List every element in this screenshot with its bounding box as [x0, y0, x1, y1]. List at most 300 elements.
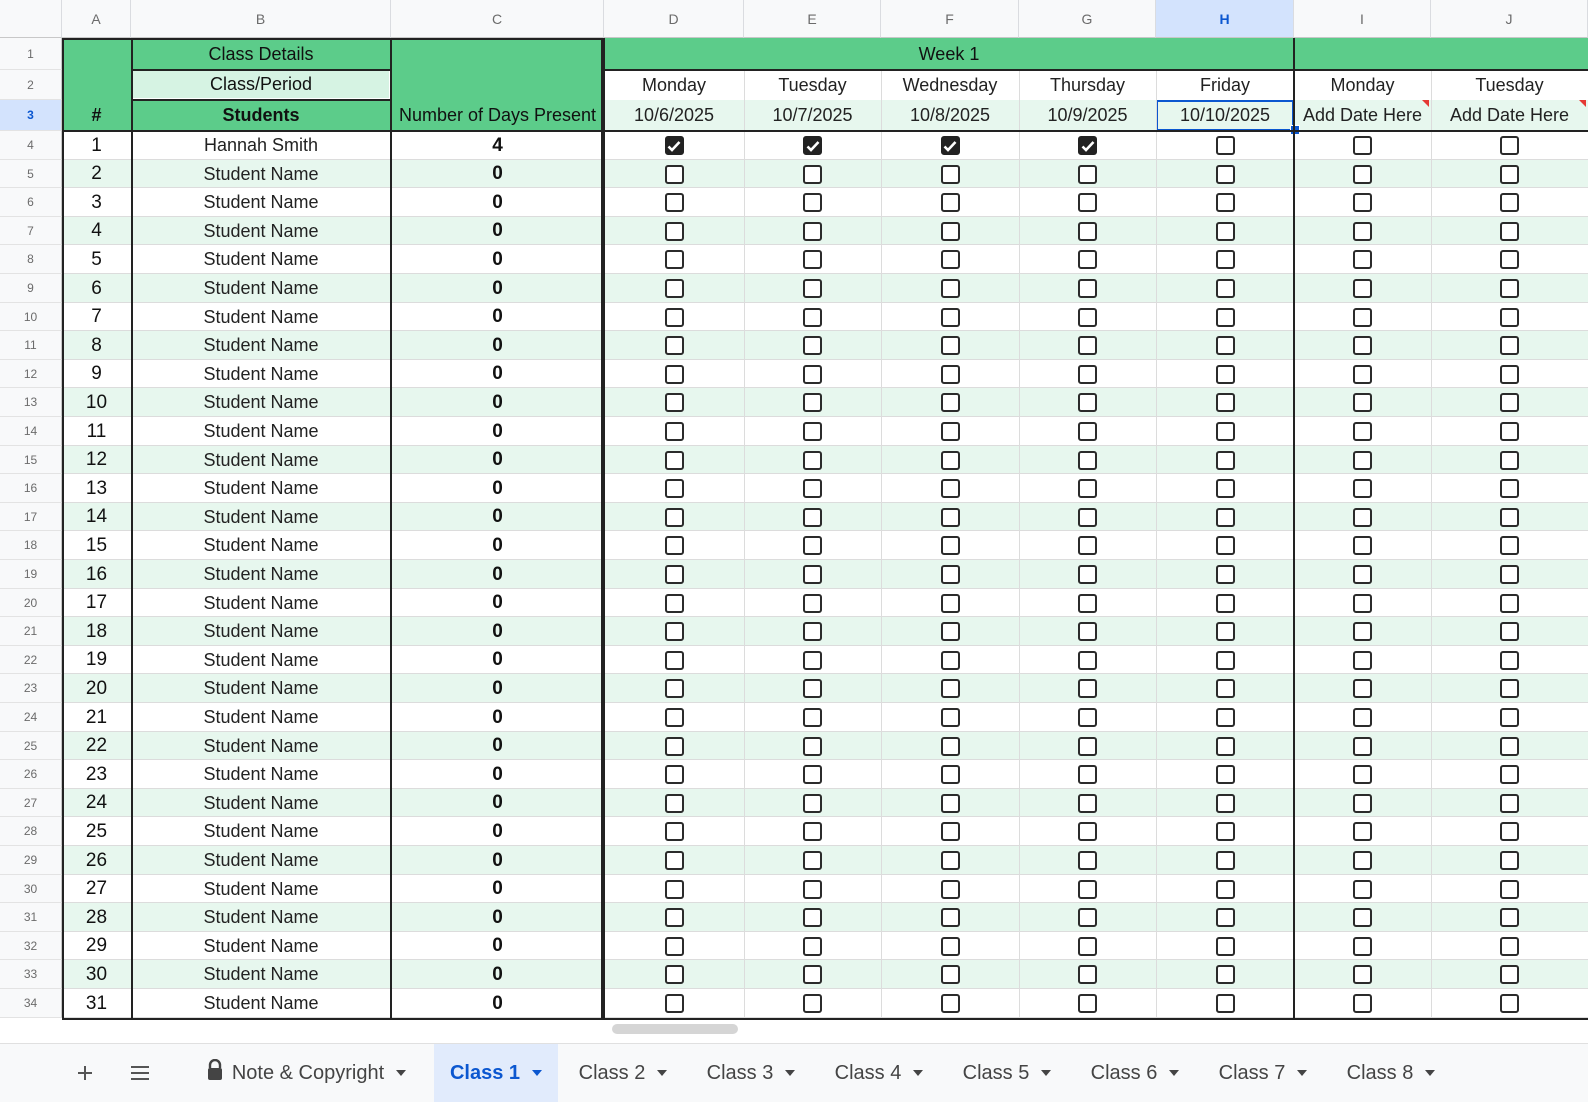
checkbox[interactable] [665, 737, 684, 756]
checkbox[interactable] [1500, 451, 1519, 470]
date-cell[interactable]: 10/7/2025 [744, 100, 881, 131]
sheet-tab[interactable] [1328, 1044, 1454, 1102]
checkbox[interactable] [1353, 222, 1372, 241]
checkbox[interactable] [1500, 422, 1519, 441]
column-header-h[interactable]: H [1156, 0, 1294, 38]
checkbox[interactable] [1078, 250, 1097, 269]
checkbox[interactable] [1216, 708, 1235, 727]
checkbox[interactable] [1078, 165, 1097, 184]
checkbox[interactable] [1353, 308, 1372, 327]
student-number[interactable]: 18 [62, 617, 131, 646]
checkbox[interactable] [941, 393, 960, 412]
student-number[interactable]: 14 [62, 503, 131, 531]
checkbox[interactable] [1353, 536, 1372, 555]
student-name-cell[interactable]: Student Name [203, 421, 319, 441]
column-header-b[interactable]: B [131, 0, 391, 38]
student-name-cell[interactable]: Student Name [203, 878, 319, 899]
checkbox[interactable] [803, 908, 822, 927]
row-header[interactable]: 12 [0, 360, 62, 388]
checkbox[interactable] [1216, 422, 1235, 441]
checkbox[interactable] [1078, 479, 1097, 498]
checkbox[interactable] [1353, 136, 1372, 155]
student-number[interactable]: 6 [62, 274, 131, 303]
checkbox[interactable] [941, 365, 960, 384]
checkbox[interactable] [1353, 651, 1372, 670]
checkbox[interactable] [941, 794, 960, 813]
checkbox[interactable] [941, 594, 960, 613]
student-number[interactable]: 8 [62, 331, 131, 360]
checkbox[interactable] [1500, 336, 1519, 355]
checkbox[interactable] [665, 679, 684, 698]
checkbox[interactable] [1216, 794, 1235, 813]
student-name-cell[interactable]: Student Name [203, 249, 319, 269]
row-header[interactable]: 4 [0, 131, 62, 160]
row-header[interactable]: 30 [0, 875, 62, 903]
student-name-cell[interactable]: Student Name [131, 274, 391, 303]
student-number[interactable]: 30 [62, 960, 131, 989]
checkbox[interactable] [1353, 994, 1372, 1013]
checkbox[interactable] [803, 937, 822, 956]
horizontal-scrollbar-thumb[interactable] [612, 1024, 738, 1034]
checkbox[interactable] [1500, 908, 1519, 927]
checkbox[interactable] [665, 165, 684, 184]
tab-dropdown-icon[interactable] [1425, 1070, 1435, 1076]
checkbox[interactable] [665, 851, 684, 870]
checkbox[interactable] [1216, 651, 1235, 670]
class-period-input[interactable]: Class/Period [133, 71, 389, 98]
checkbox[interactable] [1353, 737, 1372, 756]
checkbox[interactable] [1500, 165, 1519, 184]
column-header-f[interactable]: F [881, 0, 1019, 38]
tab-dropdown-icon[interactable] [1041, 1070, 1051, 1076]
checkbox[interactable] [1500, 765, 1519, 784]
checkbox[interactable] [803, 651, 822, 670]
student-number[interactable]: 26 [62, 846, 131, 875]
checkbox[interactable] [941, 937, 960, 956]
row-header[interactable]: 34 [0, 989, 62, 1018]
checkbox[interactable] [1078, 365, 1097, 384]
student-number[interactable]: 23 [85, 763, 108, 785]
row-header[interactable]: 7 [0, 217, 62, 245]
checkbox[interactable] [941, 651, 960, 670]
checkbox[interactable] [1078, 765, 1097, 784]
checkbox[interactable] [665, 565, 684, 584]
select-all-corner[interactable] [0, 0, 62, 38]
checkbox[interactable] [803, 536, 822, 555]
checkbox[interactable] [1216, 937, 1235, 956]
checkbox[interactable] [941, 822, 960, 841]
checkbox[interactable] [803, 279, 822, 298]
sheet-tab[interactable] [560, 1044, 686, 1102]
student-number[interactable]: 17 [85, 592, 108, 613]
tab-dropdown-icon[interactable] [913, 1070, 923, 1076]
checkbox[interactable] [665, 336, 684, 355]
checkbox[interactable] [803, 451, 822, 470]
checkbox[interactable] [941, 708, 960, 727]
checkbox[interactable] [1078, 679, 1097, 698]
checkbox[interactable] [1500, 708, 1519, 727]
checkbox[interactable] [665, 794, 684, 813]
row-header[interactable]: 18 [0, 531, 62, 560]
student-name-cell[interactable]: Student Name [131, 732, 391, 760]
checkbox[interactable] [1216, 851, 1235, 870]
checkbox[interactable] [1078, 422, 1097, 441]
student-name-cell[interactable]: Student Name [203, 764, 319, 784]
column-header-d[interactable]: D [604, 0, 744, 38]
column-header-e[interactable]: E [744, 0, 881, 38]
checkbox[interactable] [1353, 451, 1372, 470]
date-cell[interactable]: 10/6/2025 [604, 100, 744, 131]
checkbox[interactable] [803, 393, 822, 412]
checkbox[interactable] [1078, 708, 1097, 727]
checkbox[interactable] [1353, 679, 1372, 698]
checkbox[interactable] [665, 880, 684, 899]
checkbox[interactable] [1353, 250, 1372, 269]
checkbox[interactable] [665, 308, 684, 327]
checkbox[interactable] [665, 508, 684, 527]
row-header[interactable]: 15 [0, 446, 62, 474]
row-header[interactable]: 31 [0, 903, 62, 932]
student-name-cell[interactable]: Hannah Smith [203, 135, 319, 155]
row-header[interactable]: 22 [0, 646, 62, 674]
tab-dropdown-icon[interactable] [396, 1070, 406, 1076]
checkbox[interactable] [665, 193, 684, 212]
checkbox[interactable] [1078, 222, 1097, 241]
column-header-a[interactable]: A [62, 0, 131, 38]
checkbox[interactable] [665, 279, 684, 298]
checkbox[interactable] [803, 594, 822, 613]
checkbox[interactable] [1500, 965, 1519, 984]
checkbox[interactable] [1216, 250, 1235, 269]
checkbox[interactable] [941, 994, 960, 1013]
checkbox[interactable] [803, 737, 822, 756]
checkbox[interactable] [1353, 965, 1372, 984]
checkbox[interactable] [665, 908, 684, 927]
checkbox[interactable] [1078, 594, 1097, 613]
checkbox[interactable] [941, 765, 960, 784]
row-header[interactable]: 1 [0, 38, 62, 70]
checkbox[interactable] [803, 965, 822, 984]
student-name-cell[interactable]: Student Name [131, 846, 391, 875]
student-number[interactable]: 24 [62, 789, 131, 817]
checkbox[interactable] [1500, 536, 1519, 555]
checkbox[interactable] [665, 651, 684, 670]
checkbox[interactable] [1353, 708, 1372, 727]
row-header[interactable]: 14 [0, 417, 62, 446]
checkbox[interactable] [1078, 508, 1097, 527]
checkbox[interactable] [665, 937, 684, 956]
checkbox[interactable] [1216, 965, 1235, 984]
checkbox[interactable] [803, 422, 822, 441]
checkbox[interactable] [941, 451, 960, 470]
checkbox[interactable] [1216, 565, 1235, 584]
checkbox[interactable] [1500, 508, 1519, 527]
row-header[interactable]: 27 [0, 789, 62, 817]
student-number[interactable]: 28 [62, 903, 131, 932]
checkbox[interactable] [1216, 737, 1235, 756]
checkbox[interactable] [1353, 479, 1372, 498]
comment-indicator[interactable] [1579, 100, 1586, 107]
checkbox[interactable] [1078, 880, 1097, 899]
student-name-cell[interactable]: Student Name [203, 592, 319, 613]
tab-dropdown-icon[interactable] [785, 1070, 795, 1076]
checkbox[interactable] [941, 193, 960, 212]
row-header[interactable]: 32 [0, 932, 62, 960]
checkbox[interactable] [1353, 908, 1372, 927]
checkbox[interactable] [1078, 308, 1097, 327]
student-number[interactable]: 10 [62, 388, 131, 417]
checkbox[interactable] [1216, 279, 1235, 298]
student-number[interactable]: 19 [85, 649, 108, 670]
checkbox[interactable] [803, 165, 822, 184]
checkbox[interactable] [1216, 222, 1235, 241]
checkbox[interactable] [803, 622, 822, 641]
checkbox[interactable] [665, 765, 684, 784]
checkbox[interactable] [1078, 851, 1097, 870]
checkbox[interactable] [1500, 479, 1519, 498]
student-number[interactable]: 20 [62, 674, 131, 703]
checkbox[interactable] [1500, 880, 1519, 899]
column-header-j[interactable]: J [1431, 0, 1588, 38]
checkbox[interactable] [1078, 822, 1097, 841]
student-name-cell[interactable]: Student Name [203, 363, 319, 384]
checkbox[interactable] [665, 479, 684, 498]
checkbox[interactable] [1078, 536, 1097, 555]
checkbox[interactable] [1500, 250, 1519, 269]
checkbox[interactable] [941, 908, 960, 927]
student-number[interactable]: 5 [91, 248, 102, 270]
checkbox[interactable] [941, 308, 960, 327]
checkbox-checked[interactable] [665, 136, 684, 155]
checkbox[interactable] [803, 365, 822, 384]
checkbox[interactable] [1078, 908, 1097, 927]
date-cell[interactable]: 10/8/2025 [881, 100, 1019, 131]
checkbox[interactable] [803, 222, 822, 241]
student-number[interactable]: 22 [62, 732, 131, 760]
checkbox[interactable] [1216, 365, 1235, 384]
checkbox[interactable] [1353, 365, 1372, 384]
checkbox[interactable] [1216, 136, 1235, 155]
checkbox[interactable] [1353, 622, 1372, 641]
student-number[interactable]: 1 [91, 134, 102, 156]
checkbox[interactable] [941, 250, 960, 269]
checkbox[interactable] [803, 822, 822, 841]
student-number[interactable]: 25 [85, 820, 108, 842]
checkbox[interactable] [803, 193, 822, 212]
row-header[interactable]: 6 [0, 188, 62, 217]
checkbox[interactable] [803, 565, 822, 584]
checkbox[interactable] [1078, 994, 1097, 1013]
checkbox[interactable] [941, 622, 960, 641]
checkbox[interactable] [803, 250, 822, 269]
checkbox[interactable] [1353, 193, 1372, 212]
date-cell[interactable]: Add Date Here [1431, 100, 1588, 131]
checkbox[interactable] [1500, 737, 1519, 756]
checkbox[interactable] [1216, 536, 1235, 555]
checkbox[interactable] [1500, 594, 1519, 613]
student-name-cell[interactable]: Student Name [131, 674, 391, 703]
row-header[interactable]: 25 [0, 732, 62, 760]
student-name-cell[interactable]: Student Name [131, 617, 391, 646]
checkbox[interactable] [1500, 679, 1519, 698]
checkbox[interactable] [1353, 165, 1372, 184]
row-header[interactable]: 29 [0, 846, 62, 875]
checkbox[interactable] [665, 536, 684, 555]
checkbox[interactable] [941, 279, 960, 298]
row-header[interactable]: 17 [0, 503, 62, 531]
checkbox-checked[interactable] [941, 136, 960, 155]
checkbox[interactable] [1500, 279, 1519, 298]
checkbox[interactable] [1353, 594, 1372, 613]
checkbox[interactable] [1216, 393, 1235, 412]
checkbox[interactable] [1353, 765, 1372, 784]
checkbox[interactable] [1216, 193, 1235, 212]
row-header[interactable]: 21 [0, 617, 62, 646]
row-header[interactable]: 10 [0, 303, 62, 331]
row-header[interactable]: 19 [0, 560, 62, 589]
checkbox[interactable] [1500, 822, 1519, 841]
date-cell-selected[interactable]: 10/10/2025 [1156, 100, 1294, 131]
sheet-tab[interactable] [434, 1044, 558, 1102]
student-name-cell[interactable]: Student Name [131, 217, 391, 245]
sheet-tab[interactable] [688, 1044, 814, 1102]
checkbox[interactable] [1078, 737, 1097, 756]
checkbox[interactable] [665, 451, 684, 470]
checkbox[interactable] [1216, 679, 1235, 698]
checkbox[interactable] [665, 365, 684, 384]
sheet-tab[interactable] [816, 1044, 942, 1102]
checkbox[interactable] [941, 479, 960, 498]
student-number[interactable]: 16 [62, 560, 131, 589]
student-number[interactable]: 29 [85, 935, 108, 956]
checkbox[interactable] [1216, 880, 1235, 899]
checkbox[interactable] [665, 822, 684, 841]
checkbox[interactable] [1078, 622, 1097, 641]
row-header[interactable]: 33 [0, 960, 62, 989]
checkbox[interactable] [665, 422, 684, 441]
checkbox[interactable] [803, 851, 822, 870]
checkbox[interactable] [1353, 279, 1372, 298]
checkbox[interactable] [665, 222, 684, 241]
column-header-i[interactable]: I [1294, 0, 1431, 38]
row-header[interactable]: 23 [0, 674, 62, 703]
sheet-tab[interactable] [1200, 1044, 1326, 1102]
checkbox[interactable] [941, 165, 960, 184]
checkbox[interactable] [665, 250, 684, 269]
checkbox-checked[interactable] [803, 136, 822, 155]
student-name-cell[interactable]: Student Name [131, 560, 391, 589]
student-number[interactable]: 27 [85, 878, 108, 899]
checkbox[interactable] [1353, 336, 1372, 355]
student-name-cell[interactable]: Student Name [203, 993, 319, 1013]
checkbox[interactable] [1500, 794, 1519, 813]
student-number[interactable]: 11 [86, 420, 107, 442]
checkbox[interactable] [803, 794, 822, 813]
sheet-tab[interactable] [193, 1044, 419, 1102]
checkbox[interactable] [1216, 308, 1235, 327]
tab-dropdown-icon[interactable] [1297, 1070, 1307, 1076]
row-header[interactable]: 5 [0, 160, 62, 188]
checkbox[interactable] [1216, 908, 1235, 927]
checkbox[interactable] [665, 965, 684, 984]
all-sheets-button[interactable] [125, 1044, 155, 1102]
checkbox[interactable] [1078, 965, 1097, 984]
student-number[interactable]: 9 [91, 363, 102, 384]
student-name-cell[interactable]: Student Name [131, 388, 391, 417]
student-number[interactable]: 2 [62, 160, 131, 188]
checkbox[interactable] [1500, 193, 1519, 212]
student-name-cell[interactable]: Student Name [131, 160, 391, 188]
student-name-cell[interactable]: Student Name [131, 503, 391, 531]
row-header[interactable]: 24 [0, 703, 62, 732]
sheet-tab[interactable] [944, 1044, 1070, 1102]
checkbox[interactable] [1353, 822, 1372, 841]
student-number[interactable]: 4 [62, 217, 131, 245]
checkbox[interactable] [1078, 279, 1097, 298]
checkbox[interactable] [1500, 937, 1519, 956]
tab-dropdown-icon[interactable] [1169, 1070, 1179, 1076]
checkbox[interactable] [941, 565, 960, 584]
student-name-cell[interactable]: Student Name [131, 446, 391, 474]
checkbox[interactable] [941, 737, 960, 756]
checkbox[interactable] [1500, 851, 1519, 870]
checkbox[interactable] [1216, 994, 1235, 1013]
checkbox[interactable] [803, 708, 822, 727]
student-name-cell[interactable]: Student Name [203, 649, 319, 670]
checkbox[interactable] [1353, 393, 1372, 412]
checkbox[interactable] [941, 336, 960, 355]
student-number[interactable]: 12 [62, 446, 131, 474]
student-number[interactable]: 7 [91, 306, 102, 327]
checkbox[interactable] [665, 594, 684, 613]
student-name-cell[interactable]: Student Name [203, 535, 319, 555]
student-number[interactable]: 3 [91, 191, 102, 213]
checkbox[interactable] [803, 479, 822, 498]
tab-dropdown-icon[interactable] [532, 1070, 542, 1076]
row-header[interactable]: 13 [0, 388, 62, 417]
student-name-cell[interactable]: Student Name [203, 478, 319, 498]
checkbox[interactable] [1078, 193, 1097, 212]
checkbox[interactable] [1216, 165, 1235, 184]
row-header[interactable]: 2 [0, 70, 62, 100]
checkbox-checked[interactable] [1078, 136, 1097, 155]
checkbox[interactable] [1216, 479, 1235, 498]
student-name-cell[interactable]: Student Name [203, 935, 319, 956]
checkbox[interactable] [1078, 937, 1097, 956]
student-name-cell[interactable]: Student Name [203, 821, 319, 841]
column-header-g[interactable]: G [1019, 0, 1156, 38]
row-header[interactable]: 26 [0, 760, 62, 789]
checkbox[interactable] [941, 965, 960, 984]
checkbox[interactable] [1500, 651, 1519, 670]
student-number[interactable]: 31 [85, 992, 108, 1014]
checkbox[interactable] [1216, 451, 1235, 470]
date-cell[interactable]: Add Date Here [1294, 100, 1431, 131]
checkbox[interactable] [1353, 422, 1372, 441]
checkbox[interactable] [665, 994, 684, 1013]
student-number[interactable]: 15 [85, 534, 108, 556]
checkbox[interactable] [1078, 451, 1097, 470]
checkbox[interactable] [1353, 565, 1372, 584]
row-header[interactable]: 16 [0, 474, 62, 503]
student-name-cell[interactable]: Student Name [131, 331, 391, 360]
checkbox[interactable] [1078, 393, 1097, 412]
column-header-c[interactable]: C [391, 0, 604, 38]
checkbox[interactable] [1500, 308, 1519, 327]
checkbox[interactable] [1353, 794, 1372, 813]
checkbox[interactable] [1353, 851, 1372, 870]
checkbox[interactable] [1500, 393, 1519, 412]
